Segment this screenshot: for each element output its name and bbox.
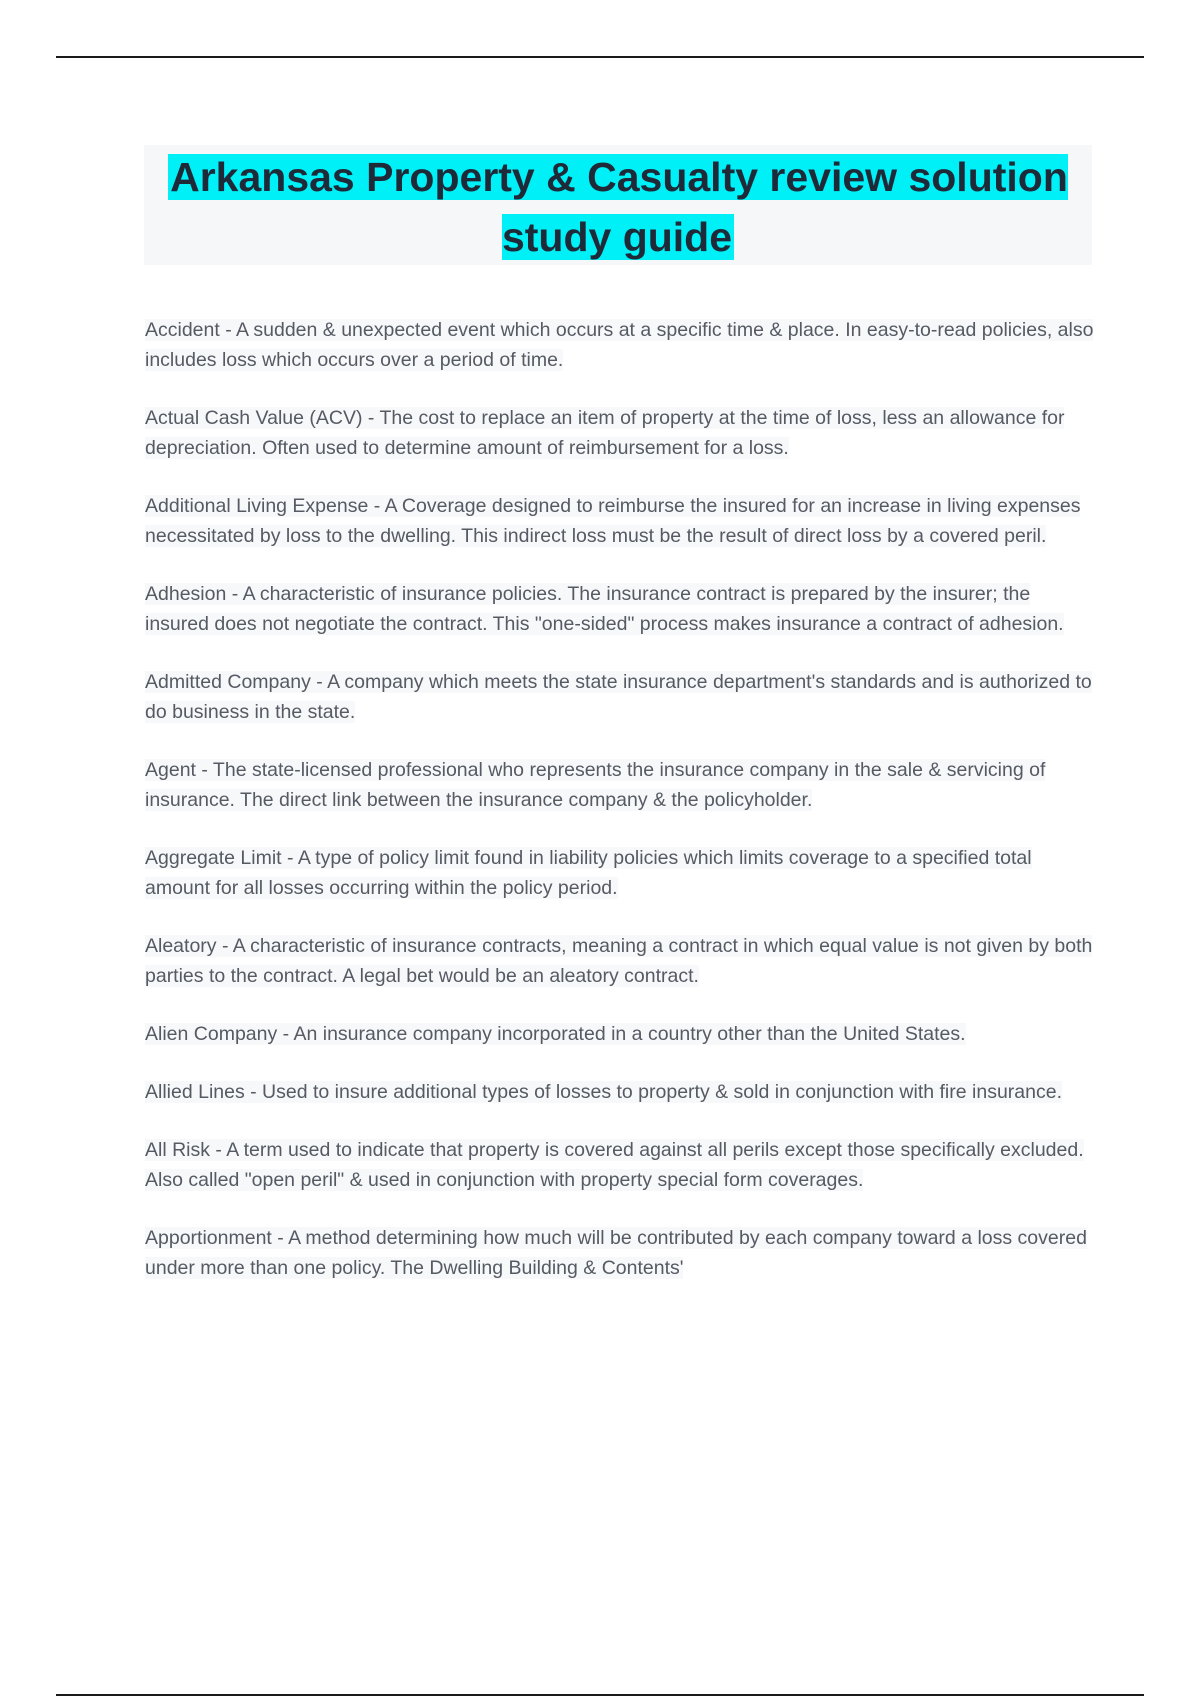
entry-text: Apportionment - A method determining how much will be contributed by each company toward a loss covered under more than one policy. The Dwelling Building & Contents': [145, 1227, 1087, 1279]
glossary-entry: [145, 1223, 1095, 1283]
glossary-entry: [145, 1135, 1095, 1195]
glossary-entry: [145, 491, 1095, 551]
title-text: Arkansas Property & Casualty review solution study guide: [170, 154, 1068, 260]
entry-text: Allied Lines - Used to insure additional types of losses to property & sold in conjunction with fire insurance.: [145, 1081, 1062, 1103]
glossary-entry: [145, 1077, 1095, 1107]
entry-text: Aggregate Limit - A type of policy limit found in liability policies which limits coverage to a specified total amount for all losses occurring within the policy period.: [145, 847, 1032, 899]
glossary-entry: [145, 667, 1095, 727]
top-rule: [56, 56, 1144, 58]
entry-text: Additional Living Expense - A Coverage designed to reimburse the insured for an increase in living expenses necessitated by loss to the dwelling. This indirect loss must be the result of direct loss by a covered peril.: [145, 495, 1081, 547]
glossary-entry: [145, 931, 1095, 991]
glossary-entry: [145, 315, 1095, 375]
entry-text: Accident - A sudden & unexpected event which occurs at a specific time & place. In easy-to-read policies, also includes loss which occurs over a period of time.: [145, 319, 1094, 371]
glossary-list: [145, 315, 1095, 1311]
glossary-entry: [145, 1019, 1095, 1049]
glossary-entry: [145, 843, 1095, 903]
entry-text: All Risk - A term used to indicate that property is covered against all perils except those specifically excluded. Also called "open peril" & used in conjunction with property special form coverages.: [145, 1139, 1084, 1191]
entry-text: Aleatory - A characteristic of insurance contracts, meaning a contract in which equal value is not given by both parties to the contract. A legal bet would be an aleatory contract.: [145, 935, 1093, 987]
bottom-rule: [56, 1694, 1144, 1696]
page-title: [144, 145, 1092, 267]
entry-text: Admitted Company - A company which meets the state insurance department's standards and is authorized to do business in the state.: [145, 671, 1092, 723]
title-block: [144, 145, 1092, 265]
entry-text: Actual Cash Value (ACV) - The cost to replace an item of property at the time of loss, less an allowance for depreciation. Often used to determine amount of reimbursement for a loss.: [145, 407, 1065, 459]
glossary-entry: [145, 755, 1095, 815]
glossary-entry: [145, 579, 1095, 639]
entry-text: Adhesion - A characteristic of insurance policies. The insurance contract is prepared by the insurer; the insured does not negotiate the contract. This "one-sided" process makes insurance a contract of adhesion.: [145, 583, 1064, 635]
entry-text: Alien Company - An insurance company incorporated in a country other than the United States.: [145, 1023, 966, 1045]
glossary-entry: [145, 403, 1095, 463]
entry-text: Agent - The state-licensed professional who represents the insurance company in the sale & servicing of insurance. The direct link between the insurance company & the policyholder.: [145, 759, 1046, 811]
